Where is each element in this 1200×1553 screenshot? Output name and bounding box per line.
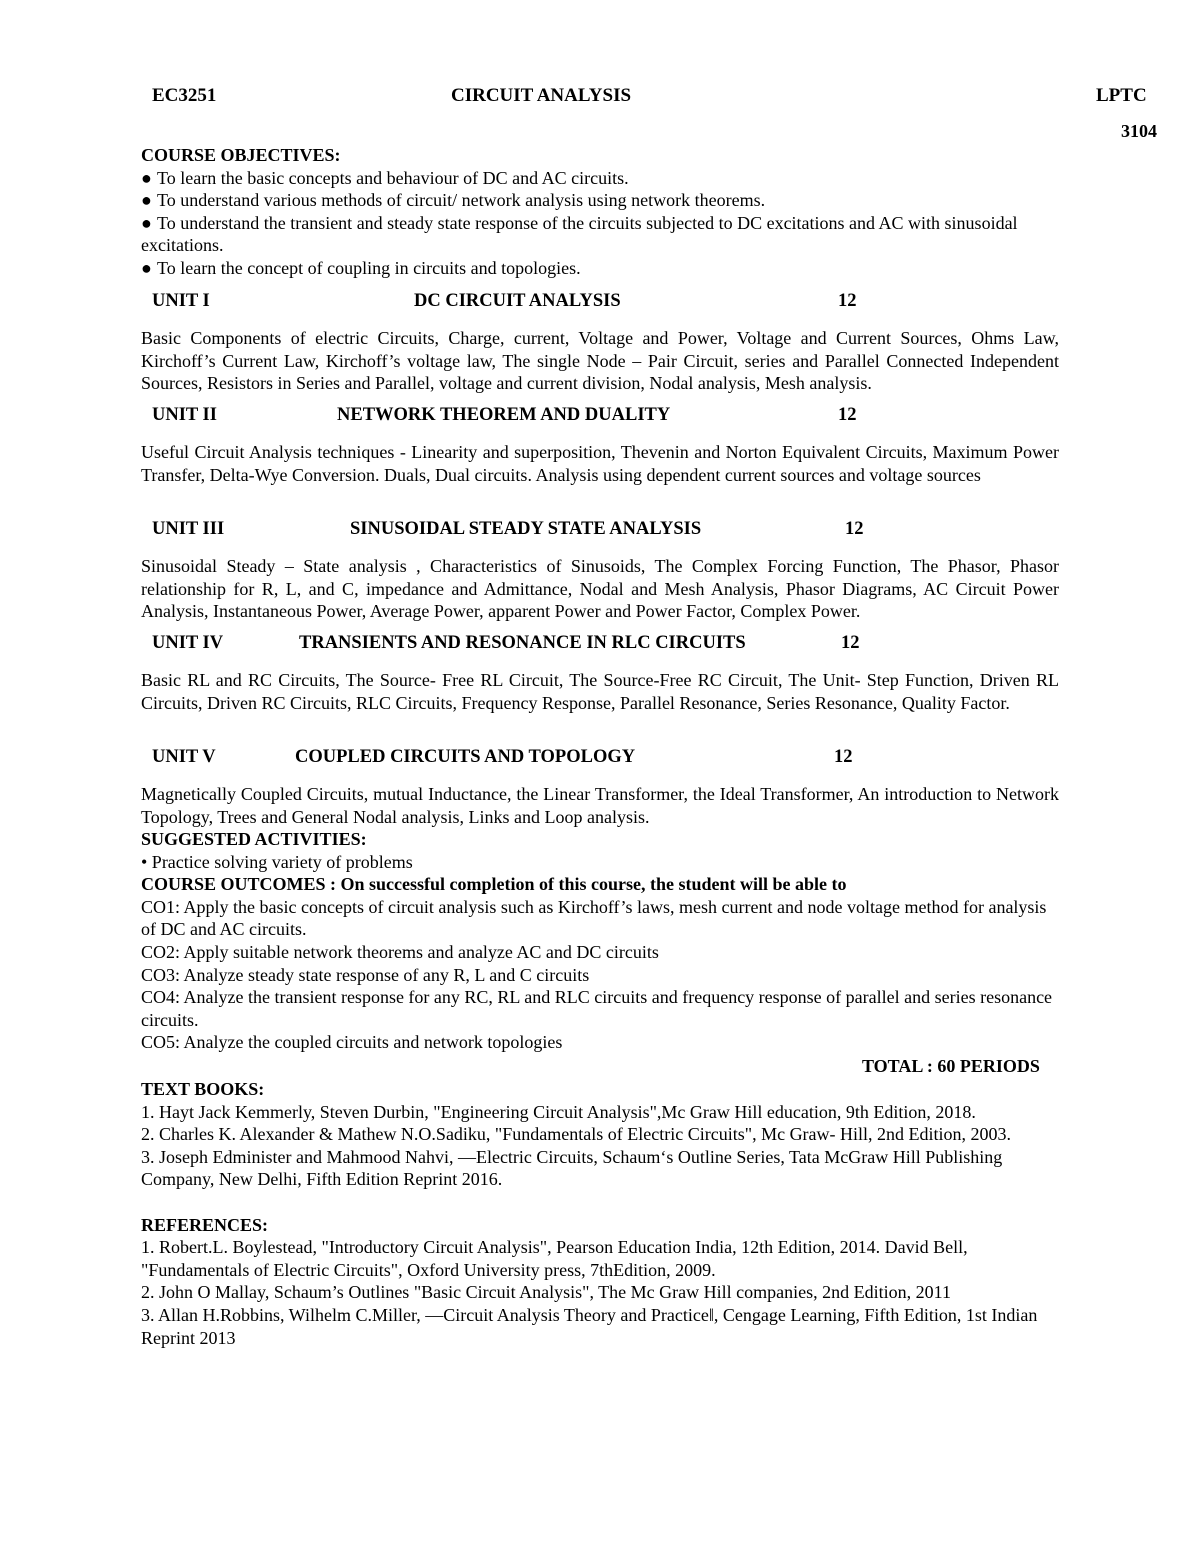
textbooks-heading: TEXT BOOKS:: [141, 1079, 265, 1099]
unit-heading: [0, 519, 1200, 543]
unit-label: UNIT IV: [152, 633, 224, 653]
objectives-heading: COURSE OBJECTIVES:: [141, 145, 341, 165]
outcome-item: CO5: Analyze the coupled circuits and network topologies: [141, 1032, 563, 1053]
unit-label: UNIT V: [152, 747, 216, 767]
objectives-section: [141, 144, 1059, 280]
activities-heading: SUGGESTED ACTIVITIES:: [141, 829, 367, 849]
unit-title: DC CIRCUIT ANALYSIS: [414, 291, 621, 311]
course-title: CIRCUIT ANALYSIS: [451, 85, 632, 106]
books-section: [141, 1078, 1059, 1349]
outcomes-heading: COURSE OUTCOMES : On successful completion of this course, the student will be able to: [141, 874, 847, 895]
bullet-icon: ●: [141, 257, 152, 278]
unit-title: SINUSOIDAL STEADY STATE ANALYSIS: [350, 519, 702, 539]
objective-item: ● To understand the transient and steady state response of the circuits subjected to DC excitations and AC with sinusoidal excitations.: [141, 212, 1018, 256]
unit-hours: 12: [845, 519, 864, 539]
outcome-item: CO1: Apply the basic concepts of circuit analysis such as Kirchoff’s laws, mesh current and node voltage method for analysis of DC and AC circuits.: [141, 896, 1047, 940]
bullet-icon: ●: [141, 212, 152, 233]
outcome-item: CO2: Apply suitable network theorems and analyze AC and DC circuits: [141, 941, 659, 962]
outcome-item: CO3: Analyze steady state response of any R, L and C circuits: [141, 964, 590, 985]
unit-content: Basic RL and RC Circuits, The Source- Free RL Circuit, The Source-Free RC Circuit, The Unit- Step Function, Driven RL Circuits, Driven RC Circuits, RLC Circuits, Frequency Response, Parallel Resonance, Series Resonance, Quality Factor.: [141, 670, 1059, 713]
reference-item: 1. Robert.L. Boylestead, "Introductory Circuit Analysis", Pearson Education India, 12th Edition, 2014. David Bell, "Fundamentals of Electric Circuits", Oxford University press, 7thEdition, 2009.: [141, 1237, 968, 1280]
unit-content: Magnetically Coupled Circuits, mutual Inductance, the Linear Transformer, the Ideal Transformer, An introduction to Network Topology, Trees and General Nodal analysis, Links and Loop analysis.: [141, 784, 1059, 827]
references-heading: REFERENCES:: [141, 1214, 269, 1235]
unit-title: COUPLED CIRCUITS AND TOPOLOGY: [295, 747, 636, 767]
activities-outcomes-section: [141, 828, 1059, 1054]
unit-content: Useful Circuit Analysis techniques - Linearity and superposition, Thevenin and Norton Equivalent Circuits, Maximum Power Transfer, Delta-Wye Conversion. Duals, Dual circuits. Analysis using dependent current sources and voltage sources: [141, 442, 1059, 485]
unit-label: UNIT I: [152, 291, 210, 311]
total-periods: TOTAL : 60 PERIODS: [862, 1056, 1040, 1076]
unit-hours: 12: [834, 747, 853, 767]
unit-heading: [0, 633, 1200, 657]
reference-item: 3. Allan H.Robbins, Wilhelm C.Miller, ―Circuit Analysis Theory and Practice‖, Cengage Learning, Fifth Edition, 1st Indian Reprint 2013: [141, 1304, 1038, 1348]
course-code: EC3251: [152, 85, 217, 106]
unit-content: Sinusoidal Steady – State analysis , Characteristics of Sinusoids, The Complex Forcing Function, The Phasor, Phasor relationship for R, L, and C, impedance and Admittance, Nodal and Mesh Analysis, Phasor Diagrams, AC Circuit Power Analysis, Instantaneous Power, Average Power, apparent Power and Power Factor, Complex Power.: [141, 556, 1059, 622]
unit-heading: [0, 291, 1200, 315]
bullet-icon: ●: [141, 190, 152, 211]
activity-item: • Practice solving variety of problems: [141, 851, 413, 872]
objective-item: ● To understand various methods of circuit/ network analysis using network theorems.: [141, 190, 766, 211]
reference-item: 2. John O Mallay, Schaum’s Outlines "Basic Circuit Analysis", The Mc Graw Hill companies, 2nd Edition, 2011: [141, 1282, 951, 1303]
spacer: [141, 1191, 1059, 1214]
bullet-icon: ●: [141, 167, 152, 188]
unit-heading: [0, 405, 1200, 429]
ltpc-label: LPTC: [1096, 85, 1147, 106]
ltpc-value: 3104: [1121, 121, 1157, 141]
unit-heading: [0, 747, 1200, 771]
unit-hours: 12: [838, 405, 857, 425]
objective-item: ● To learn the basic concepts and behaviour of DC and AC circuits.: [141, 167, 629, 188]
unit-hours: 12: [838, 291, 857, 311]
objective-item: ● To learn the concept of coupling in circuits and topologies.: [141, 257, 581, 278]
unit-label: UNIT II: [152, 405, 217, 425]
unit-hours: 12: [841, 633, 860, 653]
unit-title: NETWORK THEOREM AND DUALITY: [337, 405, 671, 425]
textbook-item: 3. Joseph Edminister and Mahmood Nahvi, ―Electric Circuits, Schaum‘s Outline Series, Tata McGraw Hill Publishing Company, New Delhi, Fifth Edition Reprint 2016.: [141, 1146, 1003, 1190]
unit-content: Basic Components of electric Circuits, Charge, current, Voltage and Power, Voltage and Current Sources, Ohms Law, Kirchoff’s Current Law, Kirchoff’s voltage law, The single Node – Pair Circuit, series and Parallel Connected Independent Sources, Resistors in Series and Parallel, voltage and current division, Nodal analysis, Mesh analysis.: [141, 328, 1059, 394]
textbook-item: 2. Charles K. Alexander & Mathew N.O.Sadiku, "Fundamentals of Electric Circuits", Mc Graw- Hill, 2nd Edition, 2003.: [141, 1124, 1012, 1145]
unit-label: UNIT III: [152, 519, 225, 539]
unit-title: TRANSIENTS AND RESONANCE IN RLC CIRCUITS: [299, 633, 746, 653]
textbook-item: 1. Hayt Jack Kemmerly, Steven Durbin, "Engineering Circuit Analysis",Mc Graw Hill education, 9th Edition, 2018.: [141, 1101, 976, 1122]
outcome-item: CO4: Analyze the transient response for any RC, RL and RLC circuits and frequency response of parallel and series resonance circuits.: [141, 987, 1053, 1030]
